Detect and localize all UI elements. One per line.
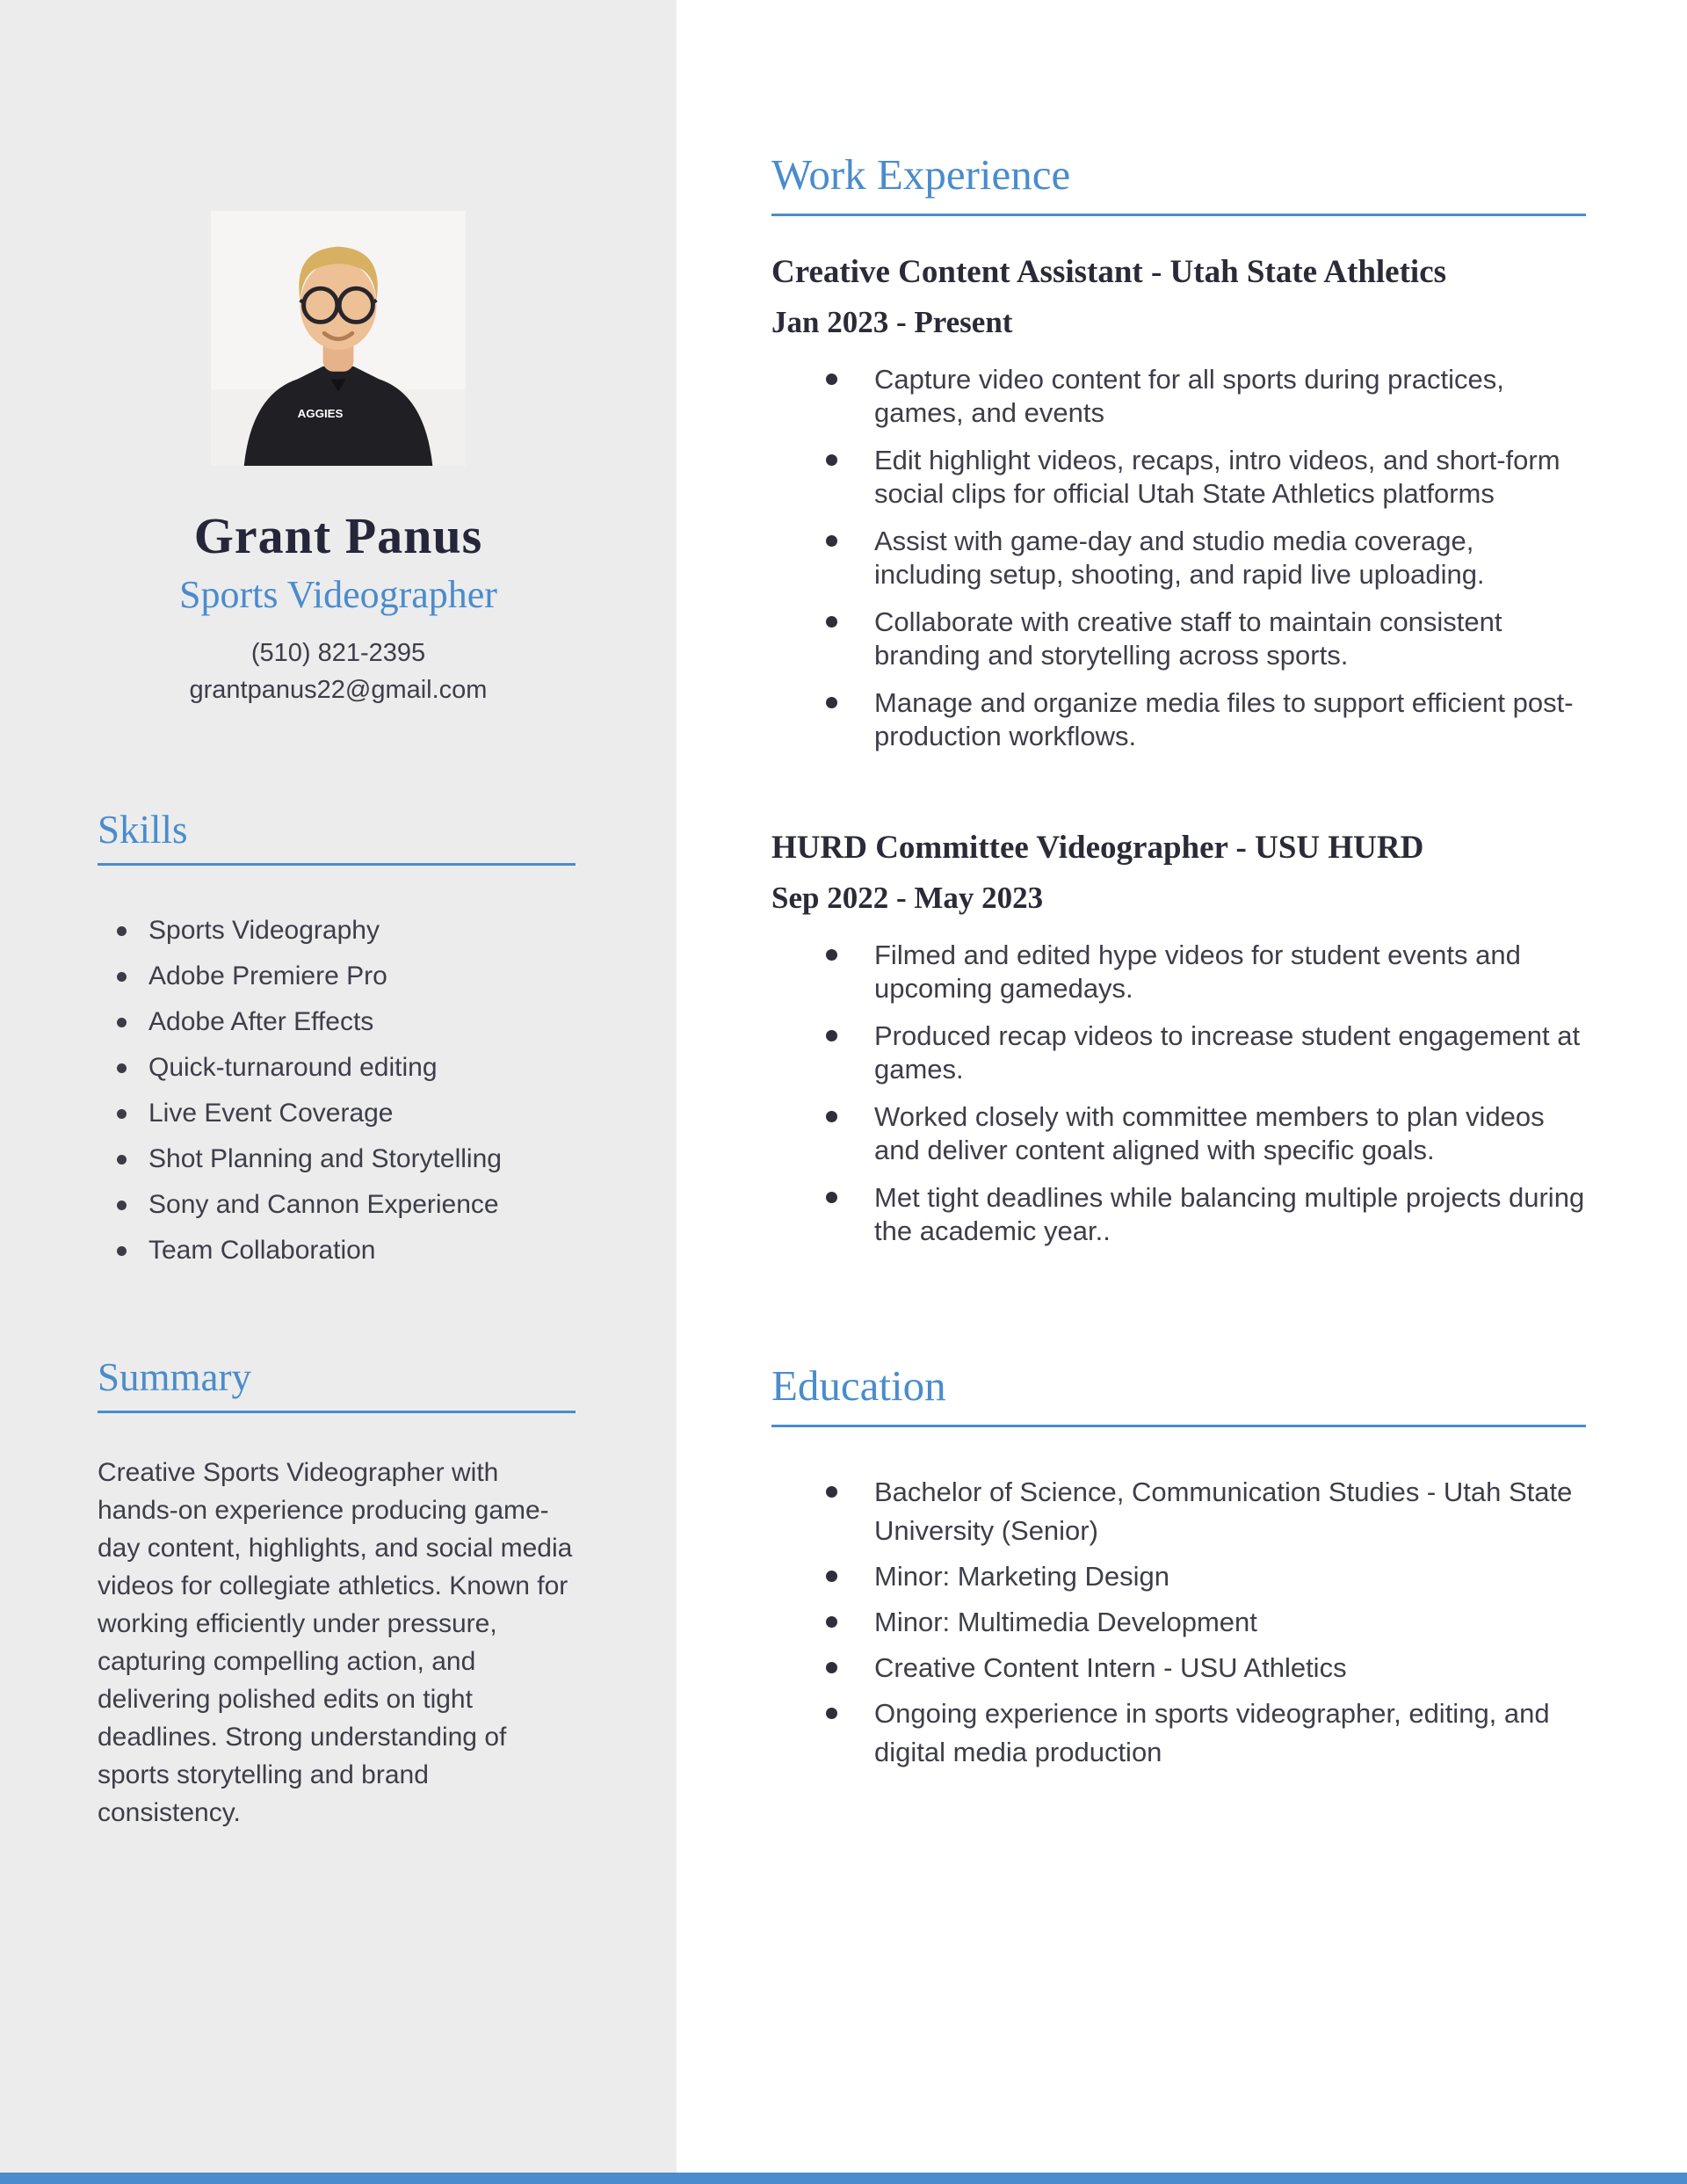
profile-photo	[211, 211, 466, 466]
skills-heading: Skills	[98, 807, 576, 866]
job-title: Creative Content Assistant - Utah State Athletics	[771, 254, 1447, 290]
phone-number: (510) 821-2395	[250, 639, 426, 667]
summary-heading: Summary	[98, 1354, 576, 1413]
job-bullet: Assist with game-day and studio media coverage, including setup, shooting, and rapid live uploading.	[771, 525, 1586, 591]
skills-list	[98, 908, 576, 1273]
job-bullet: Collaborate with creative staff to maintain consistent branding and storytelling across sports.	[771, 606, 1586, 672]
job-entry-2	[771, 829, 1586, 1248]
education-item: Bachelor of Science, Communication Studies - Utah State University (Senior)	[771, 1473, 1586, 1550]
skill-item: Shot Planning and Storytelling	[98, 1136, 576, 1182]
education-item: Minor: Multimedia Development	[771, 1603, 1586, 1642]
footer-accent-bar	[0, 2173, 1687, 2184]
person-name: Grant Panus	[193, 507, 483, 564]
summary-section	[98, 1354, 576, 1832]
sidebar	[0, 0, 677, 2184]
person-job-title: Sports Videographer	[179, 573, 497, 616]
job-bullet: Worked closely with committee members to plan videos and deliver content aligned with specific goals.	[771, 1100, 1586, 1167]
skill-item: Quick-turnaround editing	[98, 1045, 576, 1091]
job-bullet: Capture video content for all sports during practices, games, and events	[771, 363, 1586, 430]
education-item: Minor: Marketing Design	[771, 1557, 1586, 1596]
job-bullet-list	[771, 939, 1586, 1248]
job-bullet: Met tight deadlines while balancing multiple projects during the academic year..	[771, 1181, 1586, 1248]
jacket-logo-text: AGGIES	[297, 406, 344, 420]
profile-photo-illustration	[211, 211, 466, 466]
skills-section	[98, 807, 576, 1273]
job-bullet: Filmed and edited hype videos for student events and upcoming gamedays.	[771, 939, 1586, 1005]
skill-item: Sony and Cannon Experience	[98, 1182, 576, 1228]
email-address: grantpanus22@gmail.com	[189, 676, 488, 704]
summary-text: Creative Sports Videographer with hands-on experience producing game-day content, highlights, and social media videos for collegiate athletics. Known for working efficiently under pressure, capturing compelling action, and delivering polished edits on tight deadlines. Strong understanding of sports storytelling and brand consistency.	[98, 1458, 573, 1827]
job-bullet: Edit highlight videos, recaps, intro videos, and short-form social clips for official Utah State Athletics platforms	[771, 444, 1586, 511]
education-list	[771, 1473, 1586, 1772]
job-bullet-list	[771, 363, 1586, 753]
skill-item: Adobe Premiere Pro	[98, 954, 576, 999]
job-dates: Sep 2022 - May 2023	[771, 881, 1044, 915]
education-item: Ongoing experience in sports videographer, editing, and digital media production	[771, 1694, 1586, 1772]
job-title: HURD Committee Videographer - USU HURD	[771, 830, 1424, 866]
work-experience-heading: Work Experience	[771, 149, 1586, 216]
job-bullet: Manage and organize media files to support efficient post-production workflows.	[771, 686, 1586, 753]
skill-item: Live Event Coverage	[98, 1091, 576, 1136]
skill-item: Team Collaboration	[98, 1228, 576, 1273]
education-item: Creative Content Intern - USU Athletics	[771, 1649, 1586, 1687]
skill-item: Sports Videography	[98, 908, 576, 954]
job-dates: Jan 2023 - Present	[771, 305, 1013, 339]
main-content	[771, 0, 1586, 1779]
job-entry-1	[771, 253, 1586, 753]
job-bullet: Produced recap videos to increase student engagement at games.	[771, 1019, 1586, 1086]
education-heading: Education	[771, 1360, 1586, 1427]
skill-item: Adobe After Effects	[98, 999, 576, 1045]
